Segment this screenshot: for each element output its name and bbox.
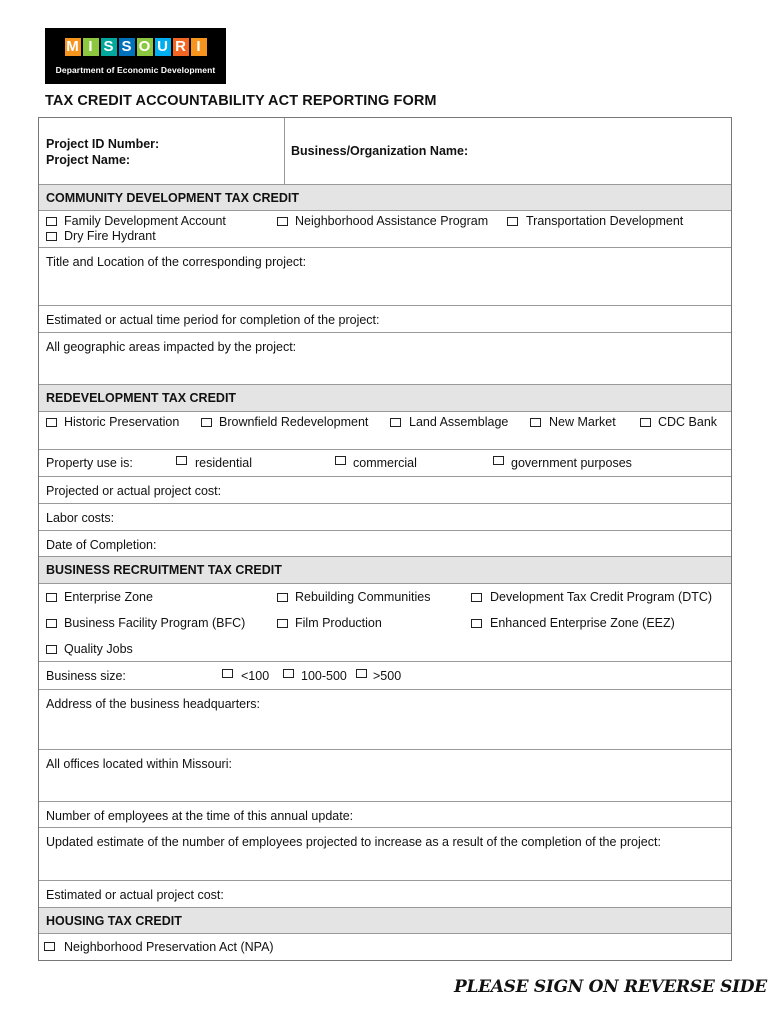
labor-costs-field[interactable] (39, 503, 731, 530)
option-label: Land Assemblage (409, 415, 509, 429)
option-label: CDC Bank (658, 415, 718, 429)
logo-wordmark (45, 38, 226, 56)
completion-date-field[interactable] (39, 530, 731, 556)
option-label: Historic Preservation (64, 415, 180, 429)
header-divider (284, 118, 285, 184)
logo-letter: I (83, 38, 99, 56)
checkbox-film-production[interactable] (277, 619, 288, 628)
redevelopment-section-header (39, 384, 731, 411)
checkbox-commercial[interactable] (335, 456, 346, 465)
checkbox-development-tax-credit-program[interactable] (471, 593, 482, 602)
logo-subtitle: Department of Economic Development (55, 65, 216, 75)
checkbox-residential[interactable] (176, 456, 187, 465)
sign-reverse-note: PLEASE SIGN ON REVERSE SIDE (454, 977, 767, 997)
community-section-header (39, 184, 731, 210)
option-label: Dry Fire Hydrant (64, 229, 156, 243)
option-label: Enhanced Enterprise Zone (EEZ) (490, 616, 675, 630)
checkbox-size-over-500[interactable] (356, 669, 367, 678)
property-use-row (39, 449, 731, 476)
business-size-label: Business size: (46, 669, 126, 683)
option-label: Transportation Development (526, 214, 684, 228)
option-label: Film Production (295, 616, 382, 630)
geographic-areas-field[interactable] (39, 332, 731, 384)
logo-letter: S (119, 38, 135, 56)
checkbox-family-development-account[interactable] (46, 217, 57, 226)
business-section-title: BUSINESS RECRUITMENT TAX CREDIT (46, 563, 282, 577)
logo-letter: U (155, 38, 171, 56)
field-label: Labor costs: (46, 511, 115, 525)
checkbox-brownfield-redevelopment[interactable] (201, 418, 212, 427)
checkbox-size-100-500[interactable] (283, 669, 294, 678)
employees-estimate-field[interactable] (39, 827, 731, 880)
checkbox-rebuilding-communities[interactable] (277, 593, 288, 602)
business-size-row (39, 661, 731, 689)
checkbox-enhanced-enterprise-zone[interactable] (471, 619, 482, 628)
option-label: Business Facility Program (BFC) (64, 616, 246, 630)
missouri-offices-field[interactable] (39, 749, 731, 801)
checkbox-new-market[interactable] (530, 418, 541, 427)
business-name-label: Business/Organization Name: (291, 144, 469, 158)
checkbox-business-facility-program[interactable] (46, 619, 57, 628)
employees-count-field[interactable] (39, 801, 731, 827)
option-label: >500 (373, 669, 402, 683)
redevelopment-section-title: REDEVELOPMENT TAX CREDIT (46, 391, 237, 405)
field-label: Date of Completion: (46, 538, 157, 552)
checkbox-transportation-development[interactable] (507, 217, 518, 226)
checkbox-cdc-bank[interactable] (640, 418, 651, 427)
property-use-label: Property use is: (46, 456, 133, 470)
housing-section-header (39, 907, 731, 933)
option-label: commercial (353, 456, 417, 470)
checkbox-enterprise-zone[interactable] (46, 593, 57, 602)
option-label: New Market (549, 415, 616, 429)
logo-letter: I (191, 38, 207, 56)
project-header-row (39, 118, 731, 184)
field-label: Estimated or actual project cost: (46, 888, 224, 902)
option-label: Brownfield Redevelopment (219, 415, 369, 429)
projected-cost-field[interactable] (39, 476, 731, 503)
reporting-form (38, 117, 732, 961)
field-label: Title and Location of the corresponding project: (46, 255, 307, 269)
option-label: Family Development Account (64, 214, 226, 228)
form-title: TAX CREDIT ACCOUNTABILITY ACT REPORTING FORM (45, 93, 437, 109)
housing-options-row (39, 933, 731, 960)
option-label: Development Tax Credit Program (DTC) (490, 590, 713, 604)
field-label: All geographic areas impacted by the project: (46, 340, 297, 354)
checkbox-land-assemblage[interactable] (390, 418, 401, 427)
hq-address-field[interactable] (39, 689, 731, 749)
option-label: Neighborhood Preservation Act (NPA) (64, 940, 274, 954)
checkbox-government-purposes[interactable] (493, 456, 504, 465)
project-name-label: Project Name: (46, 153, 131, 167)
option-label: <100 (241, 669, 270, 683)
field-label: Updated estimate of the number of employees projected to increase as a result of the completion of the project: (46, 835, 661, 849)
field-label: Number of employees at the time of this annual update: (46, 809, 354, 823)
checkbox-neighborhood-assistance-program[interactable] (277, 217, 288, 226)
option-label: Rebuilding Communities (295, 590, 431, 604)
option-label: Quality Jobs (64, 642, 133, 656)
logo-letter: O (137, 38, 153, 56)
option-label: Neighborhood Assistance Program (295, 214, 489, 228)
field-label: Estimated or actual time period for completion of the project: (46, 313, 380, 327)
logo-letter: S (101, 38, 117, 56)
option-label: Enterprise Zone (64, 590, 153, 604)
field-label: Address of the business headquarters: (46, 697, 261, 711)
option-label: 100-500 (301, 669, 347, 683)
missouri-ded-logo (45, 28, 226, 84)
project-id-label: Project ID Number: (46, 137, 160, 151)
logo-letter: R (173, 38, 189, 56)
option-label: government purposes (511, 456, 632, 470)
title-location-field[interactable] (39, 247, 731, 305)
checkbox-historic-preservation[interactable] (46, 418, 57, 427)
checkbox-size-under-100[interactable] (222, 669, 233, 678)
time-period-field[interactable] (39, 305, 731, 332)
community-section-title: COMMUNITY DEVELOPMENT TAX CREDIT (46, 190, 300, 205)
logo-letter: M (66, 38, 79, 55)
business-section-header (39, 556, 731, 583)
checkbox-quality-jobs[interactable] (46, 645, 57, 654)
option-label: residential (195, 456, 252, 470)
checkbox-dry-fire-hydrant[interactable] (46, 232, 57, 241)
housing-section-title: HOUSING TAX CREDIT (46, 913, 182, 928)
project-id-block (46, 136, 159, 168)
redevelopment-options-row (39, 411, 731, 449)
business-options-row (39, 583, 731, 661)
field-label: All offices located within Missouri: (46, 757, 232, 771)
field-label: Projected or actual project cost: (46, 484, 222, 498)
business-project-cost-field[interactable] (39, 880, 731, 907)
checkbox-neighborhood-preservation-act[interactable] (44, 942, 55, 951)
community-options-row (39, 210, 731, 247)
